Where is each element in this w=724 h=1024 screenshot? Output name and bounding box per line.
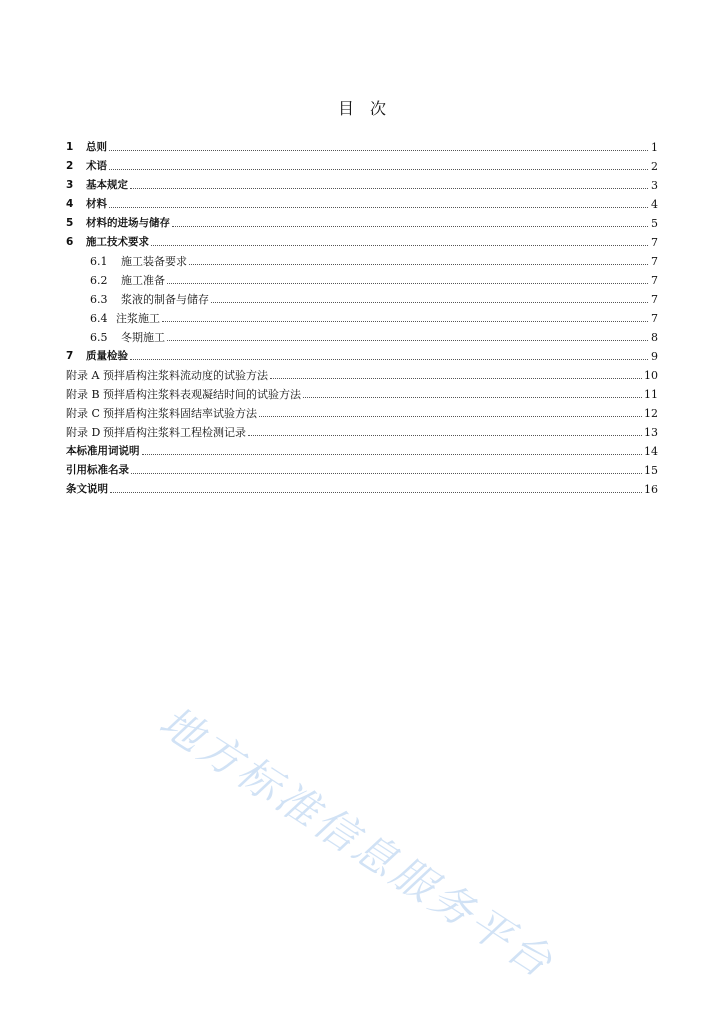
toc-entry[interactable] [66,135,658,154]
toc-label: 材料的进场与储存 [86,217,170,229]
toc-page: 9 [651,350,658,363]
toc-leader [151,245,648,246]
toc-label: 总则 [86,141,107,153]
toc-leader [211,302,648,303]
toc-entry[interactable] [66,154,658,173]
toc-page: 11 [644,388,658,401]
toc-label: 预拌盾构注浆料流动度的试验方法 [103,369,268,382]
toc-label: 浆液的制备与储存 [121,293,209,306]
toc-page: 8 [651,331,658,344]
toc-number: 7 [66,350,74,362]
toc-page: 4 [651,198,658,211]
toc-entry[interactable] [66,344,658,363]
toc-page: 7 [651,236,658,249]
toc-number: 6.3 [90,293,108,306]
toc-label: 预拌盾构注浆料固结率试验方法 [103,407,257,420]
toc-page: 16 [644,483,658,496]
toc-label: 质量检验 [86,350,128,362]
toc-page: 7 [651,312,658,325]
toc-leader [110,492,642,493]
toc-leader [130,359,648,360]
toc-leader [270,378,642,379]
toc-page: 7 [651,293,658,306]
toc-number: 附录 B [66,388,100,401]
toc-page: 10 [644,369,658,382]
toc-number: 附录 C [66,407,100,420]
toc-leader [109,207,648,208]
toc-appendix-entry[interactable] [66,401,658,420]
toc-leader [303,397,642,398]
toc-label: 冬期施工 [121,331,165,344]
toc-label: 预拌盾构注浆料工程检测记录 [103,426,246,439]
toc-label: 施工准备 [121,274,165,287]
toc-label: 施工技术要求 [86,236,149,248]
page-title: 目 次 [337,99,386,118]
toc-page: 14 [644,445,658,458]
toc-leader [130,188,648,189]
toc-appendix-entry[interactable] [66,382,658,401]
toc-leader [162,321,648,322]
toc-page: 2 [651,160,658,173]
toc-leader [167,340,648,341]
toc-entry[interactable] [66,477,658,496]
toc-label: 基本规定 [86,179,128,191]
toc-number: 附录 D [66,426,101,439]
toc-number: 6.5 [90,331,108,344]
toc-number: 6.4 [90,312,108,325]
toc-leader [142,454,643,455]
toc-number: 4 [66,198,74,210]
toc-number: 2 [66,160,74,172]
toc-page: 7 [651,274,658,287]
toc-entry[interactable] [66,211,658,230]
toc-entry[interactable] [66,192,658,211]
table-of-contents [66,135,658,496]
toc-leader [109,150,648,151]
toc-entry[interactable] [66,173,658,192]
toc-number: 附录 A [66,369,100,382]
watermark: 地方标准信息服务平台 [150,696,564,989]
toc-label: 本标准用词说明 [66,445,140,457]
toc-appendix-entry[interactable] [66,420,658,439]
toc-number: 1 [66,141,74,153]
toc-page: 15 [644,464,658,477]
toc-leader [109,169,648,170]
toc-leader [259,416,642,417]
toc-leader [131,473,642,474]
toc-label: 术语 [86,160,107,172]
toc-number: 6 [66,236,74,248]
toc-page: 13 [644,426,658,439]
toc-page: 7 [651,255,658,268]
toc-page: 5 [651,217,658,230]
toc-number: 5 [66,217,74,229]
toc-leader [167,283,648,284]
toc-label: 材料 [86,198,107,210]
toc-label: 预拌盾构注浆料表观凝结时间的试验方法 [103,388,301,401]
toc-page: 12 [644,407,658,420]
toc-page: 1 [651,141,658,154]
toc-leader [248,435,642,436]
toc-entry[interactable] [66,439,658,458]
toc-subentry[interactable] [66,287,658,306]
toc-appendix-entry[interactable] [66,363,658,382]
toc-label: 条文说明 [66,483,108,495]
toc-label: 施工装备要求 [121,255,187,268]
toc-subentry[interactable] [66,268,658,287]
toc-number: 6.2 [90,274,108,287]
toc-label: 注浆施工 [116,312,160,325]
toc-subentry[interactable] [66,325,658,344]
toc-subentry[interactable] [66,306,658,325]
toc-subentry[interactable] [66,249,658,268]
toc-entry[interactable] [66,230,658,249]
toc-number: 3 [66,179,74,191]
toc-number: 6.1 [90,255,108,268]
toc-entry[interactable] [66,458,658,477]
toc-leader [189,264,648,265]
toc-leader [172,226,648,227]
toc-page: 3 [651,179,658,192]
toc-label: 引用标准名录 [66,464,129,476]
